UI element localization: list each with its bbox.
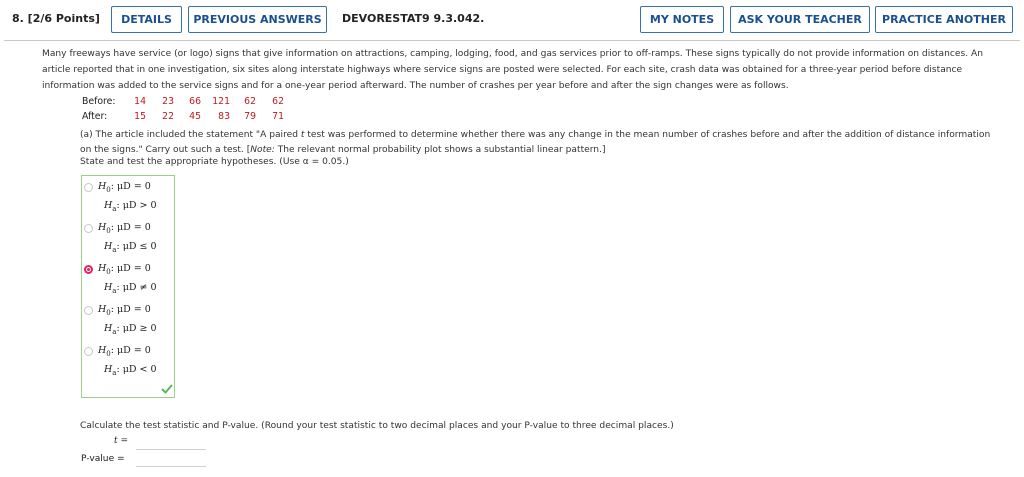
alternative-hypothesis: $H_a$: μD < 0 [104, 364, 157, 377]
p-value-input[interactable] [136, 451, 206, 467]
calc-instruction: Calculate the test statistic and P-value. (Round your test statistic to two decimal places and your P-value to three decimal places.) [80, 421, 674, 431]
before-value: 23 [162, 96, 174, 107]
question-header [0, 0, 1024, 40]
alternative-hypothesis: $H_a$: μD ≠ 0 [104, 282, 157, 295]
hypothesis-option[interactable] [82, 301, 174, 339]
header-divider [4, 40, 1020, 41]
radio-button[interactable] [84, 183, 93, 192]
hypothesis-choices [81, 175, 175, 398]
before-value: 62 [272, 96, 284, 107]
part-a-text-3: The relevant normal probability plot shows a substantial linear pattern.] [274, 145, 606, 155]
radio-button[interactable] [84, 224, 93, 233]
hypothesis-option[interactable] [82, 178, 174, 216]
previous-answers-button[interactable]: PREVIOUS ANSWERS [188, 6, 327, 33]
problem-intro: Many freeways have service (or logo) signs that give information on attractions, camping, lodging, food, and gas services prior to off-ramps. These signs typically do not provide information on distances. An article reported that in one investigation, six sites along interstate highways where service signs are posted were selected. For each site, crash data was obtained for a three-year period before distance information was added to the service signs and for a one-year period afterward. The number of crashes per year before and after the sign changes were as follows. [42, 49, 983, 91]
radio-button[interactable] [84, 347, 93, 356]
ask-teacher-button[interactable]: ASK YOUR TEACHER [730, 6, 870, 33]
note-label: Note: [250, 145, 275, 155]
my-notes-button[interactable]: MY NOTES [640, 6, 724, 33]
hypothesis-option[interactable] [82, 219, 174, 257]
before-value: 14 [134, 96, 146, 107]
after-value: 79 [244, 111, 256, 122]
t-statistic-input[interactable] [136, 434, 206, 450]
null-hypothesis: $H_0$: μD = 0 [98, 263, 151, 276]
details-button[interactable]: DETAILS [111, 6, 182, 33]
question-number: 8. [2/6 Points] [12, 12, 100, 25]
before-value: 62 [244, 96, 256, 107]
after-value: 83 [218, 111, 230, 122]
radio-button[interactable] [84, 306, 93, 315]
after-value: 15 [134, 111, 146, 122]
null-hypothesis: $H_0$: μD = 0 [98, 304, 151, 317]
before-value: 121 [212, 96, 230, 107]
question-id: DEVORESTAT9 9.3.042. [342, 12, 485, 25]
practice-another-button[interactable]: PRACTICE ANOTHER [875, 6, 1013, 33]
alternative-hypothesis: $H_a$: μD ≥ 0 [104, 323, 157, 336]
hypothesis-option[interactable] [82, 342, 174, 380]
after-value: 22 [162, 111, 174, 122]
alternative-hypothesis: $H_a$: μD > 0 [104, 200, 157, 213]
t-statistic-label: t = [114, 436, 129, 446]
checkmark-icon [161, 383, 173, 395]
state-hypotheses-text: State and test the appropriate hypotheses. (Use α = 0.05.) [80, 157, 349, 167]
null-hypothesis: $H_0$: μD = 0 [98, 345, 151, 358]
t-symbol: t [300, 130, 305, 140]
null-hypothesis: $H_0$: μD = 0 [98, 181, 151, 194]
part-a-text-1: (a) The article included the statement "A paired [80, 130, 301, 140]
null-hypothesis: $H_0$: μD = 0 [98, 222, 151, 235]
part-a-text-2: test was performed to determine whether there was any change in the mean number of crashes before and after the addition of distance information on the signs." Carry out such a test. [ [80, 130, 991, 155]
alternative-hypothesis: $H_a$: μD ≤ 0 [104, 241, 157, 254]
radio-button[interactable] [84, 265, 93, 274]
before-value: 66 [189, 96, 201, 107]
after-label: After: [82, 111, 108, 122]
before-label: Before: [82, 96, 116, 107]
after-value: 45 [189, 111, 201, 122]
hypothesis-option[interactable] [82, 260, 174, 298]
after-value: 71 [272, 111, 284, 122]
part-a-prompt [80, 128, 1000, 158]
p-value-label: P-value = [81, 454, 125, 464]
